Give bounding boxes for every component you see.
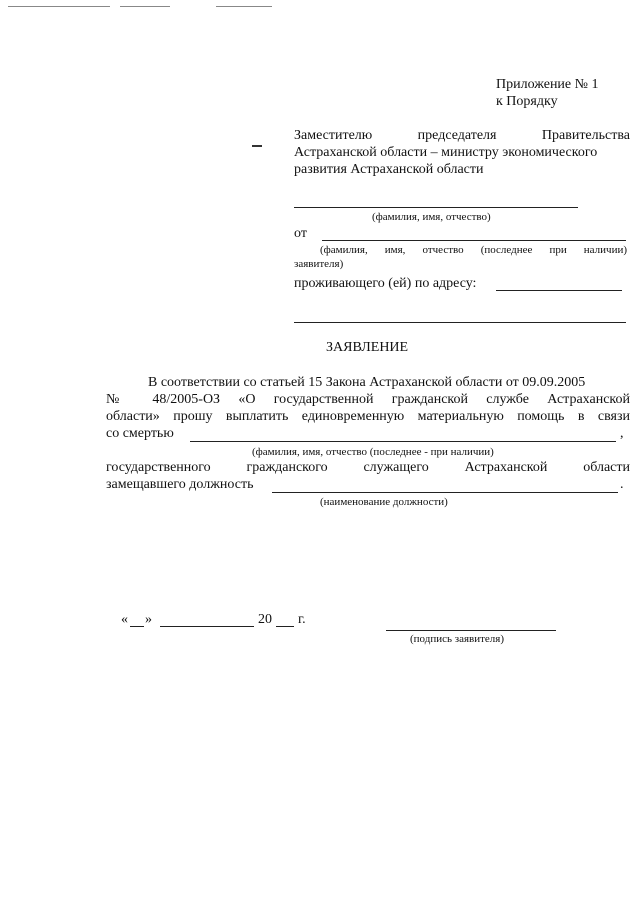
addressee-line-2: Астраханской области – министру экономического (294, 145, 598, 160)
scan-artifact (120, 6, 170, 7)
body-line-6-end: . (620, 477, 624, 492)
annex-line-2: к Порядку (496, 94, 558, 109)
scan-mark (252, 145, 262, 147)
deceased-name-field[interactable] (190, 441, 616, 442)
body-line-4-label: со смертью (106, 426, 174, 441)
signature-hint: (подпись заявителя) (410, 633, 505, 645)
date-month-field[interactable] (160, 626, 254, 627)
hint-deceased: (фамилия, имя, отчество (последнее - при наличии) (252, 446, 494, 458)
body-line-6-label: замещавшего должность (106, 477, 254, 492)
body-line-3: области» прошу выплатить единовременную материальную помощь в связи (106, 409, 630, 424)
official-name-field[interactable] (294, 207, 578, 208)
date-year-suffix: г. (298, 612, 306, 627)
body-line-4-end: , (620, 426, 624, 441)
address-field-2[interactable] (294, 322, 626, 323)
residence-label: проживающего (ей) по адресу: (294, 276, 477, 291)
addressee-line-3: развития Астраханской области (294, 162, 484, 177)
address-field[interactable] (496, 290, 622, 291)
body-line-5: государственного гражданского служащего Астраханской области (106, 460, 630, 475)
scan-artifact (216, 6, 272, 7)
date-day-field[interactable] (130, 626, 144, 627)
position-field[interactable] (272, 492, 618, 493)
date-year-field[interactable] (276, 626, 294, 627)
annex-line-1: Приложение № 1 (496, 77, 599, 92)
hint-fio: (фамилия, имя, отчество) (372, 211, 491, 223)
applicant-name-field[interactable] (322, 240, 626, 241)
date-open-quote: « (121, 612, 128, 627)
hint-applicant-line-2: заявителя) (294, 258, 344, 270)
addressee-line-1: Заместителю председателя Правительства (294, 128, 630, 143)
signature-field[interactable] (386, 630, 556, 631)
from-label: от (294, 226, 307, 241)
date-year-prefix: 20 (258, 612, 272, 627)
body-line-1: В соответствии со статьей 15 Закона Астраханской области от 09.09.2005 (148, 375, 586, 390)
hint-applicant-line-1: (фамилия, имя, отчество (последнее при наличии) (320, 244, 627, 256)
hint-position: (наименование должности) (320, 496, 448, 508)
scan-artifact (8, 6, 110, 7)
date-close-quote: » (145, 612, 152, 627)
body-line-2: № 48/2005-ОЗ «О государственной гражданской службе Астраханской (106, 392, 630, 407)
document-title: ЗАЯВЛЕНИЕ (326, 340, 409, 355)
